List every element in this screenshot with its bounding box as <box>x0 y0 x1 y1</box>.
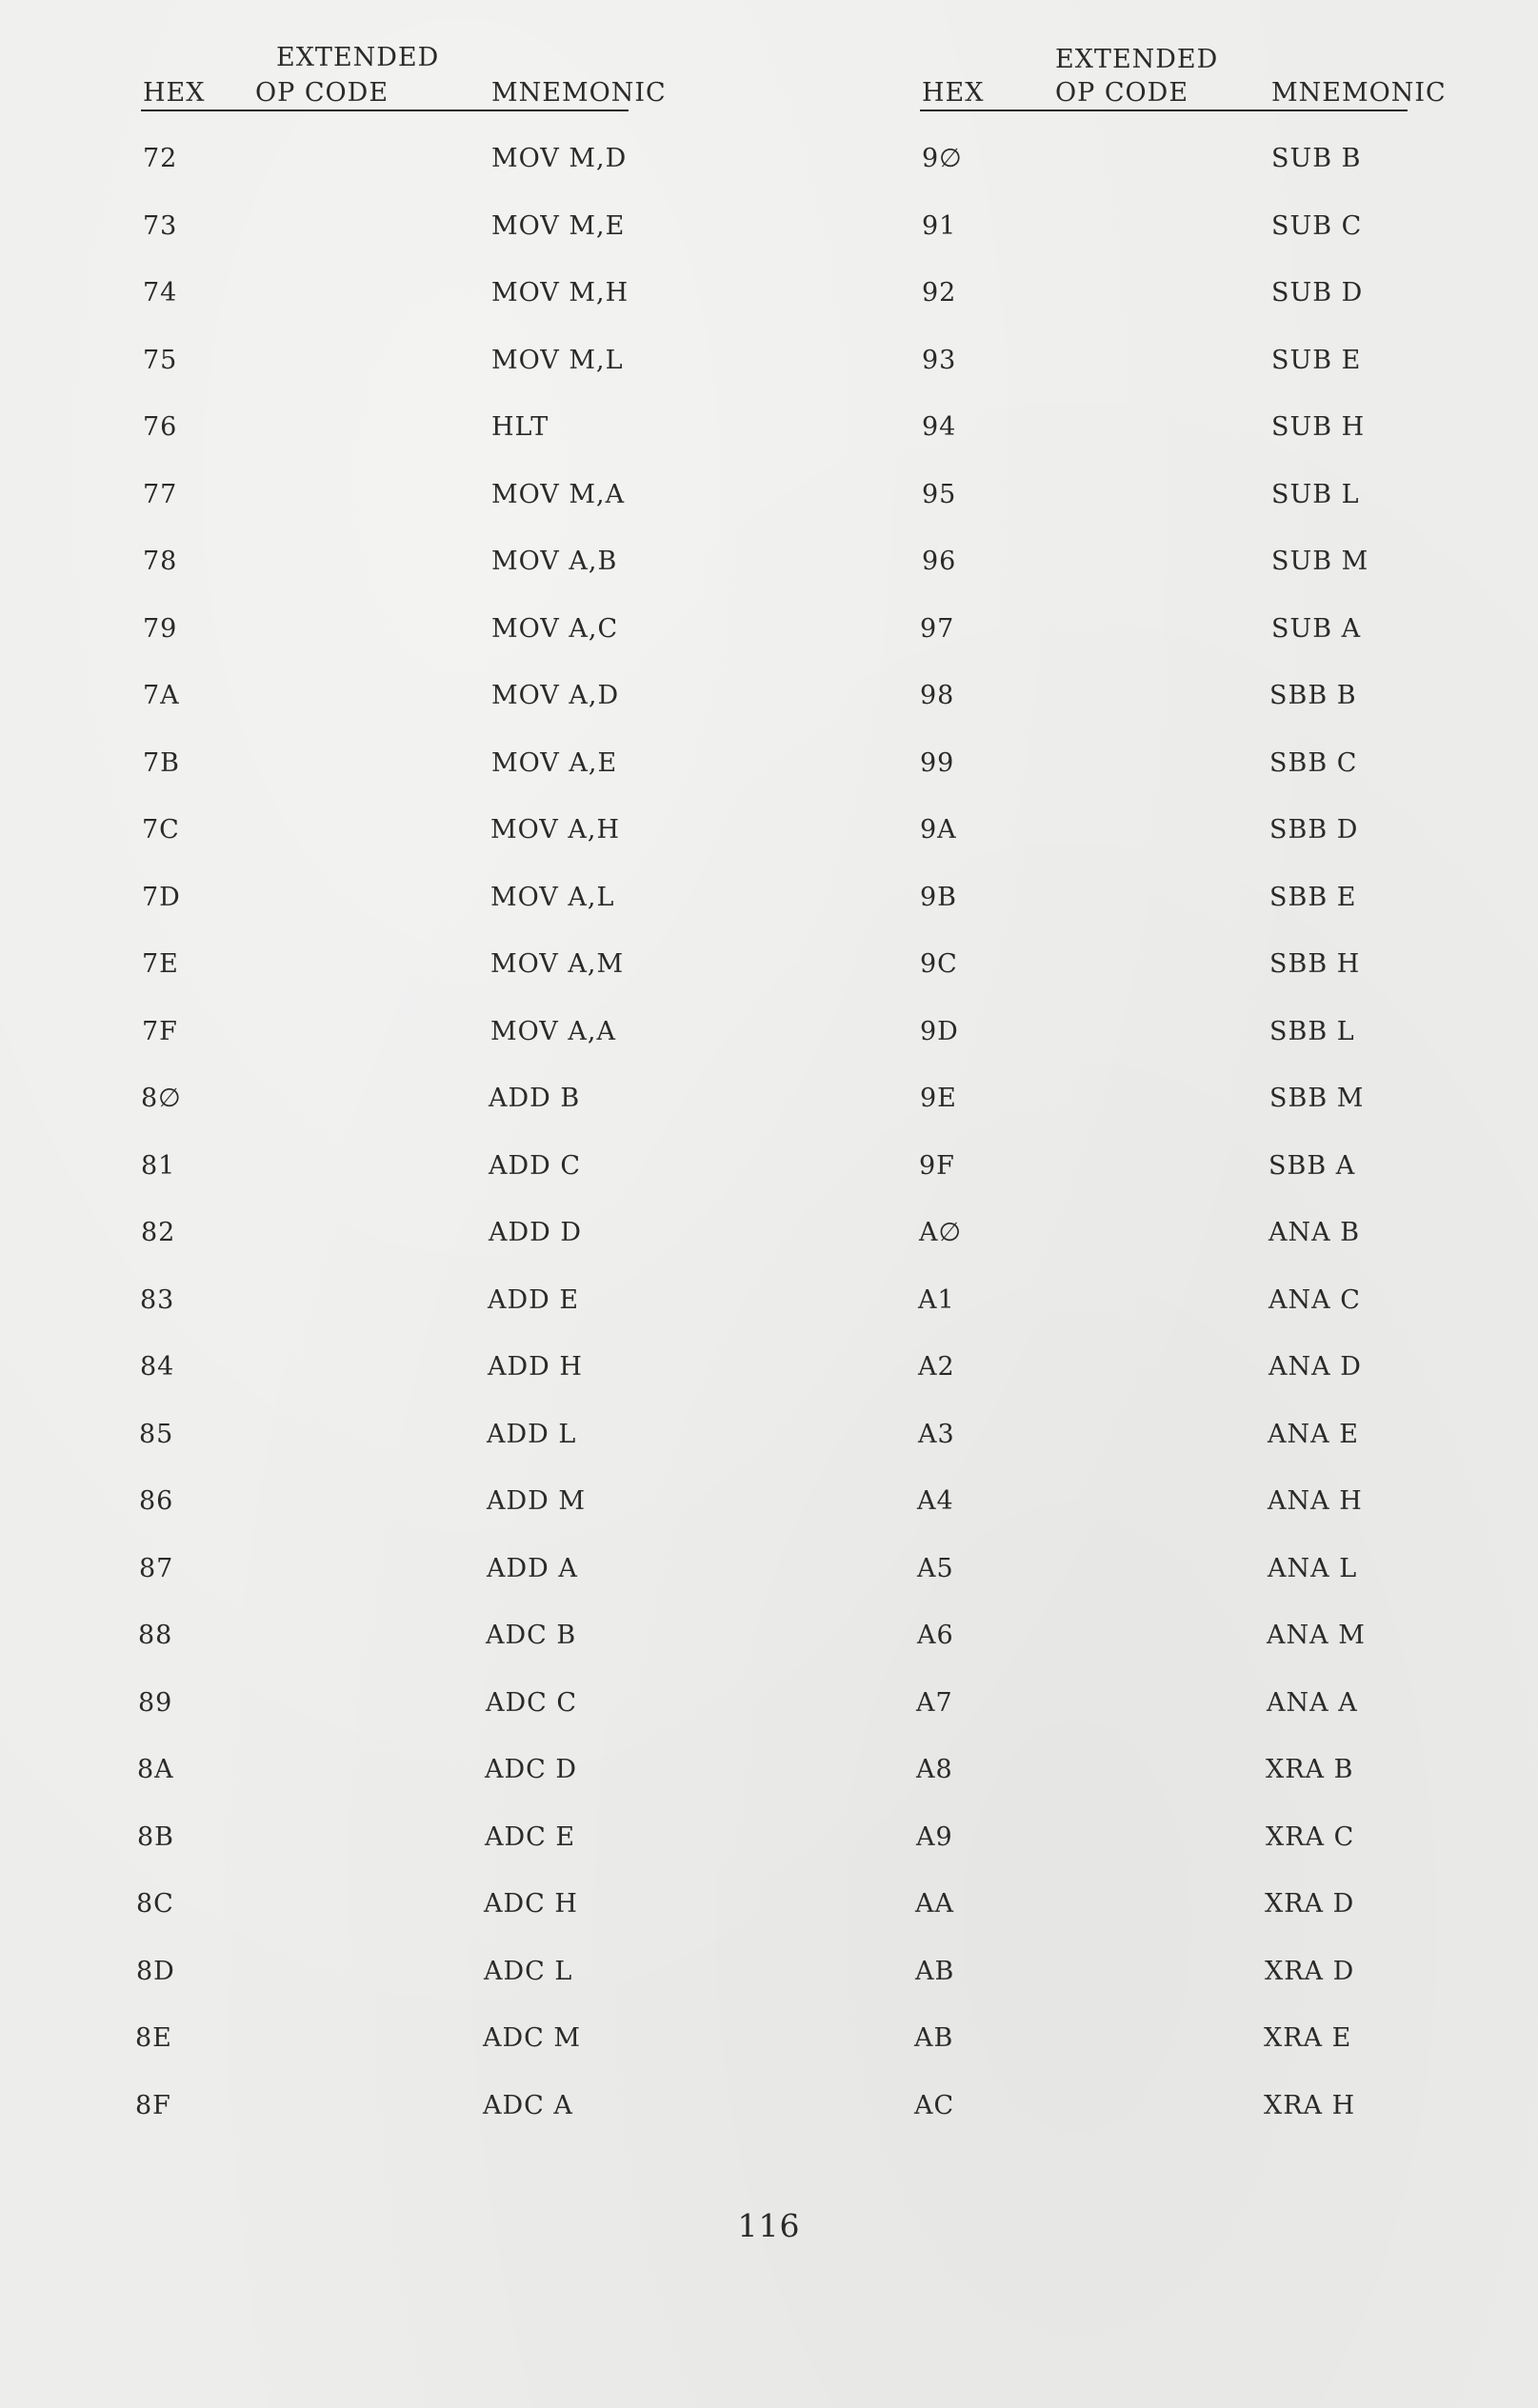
mnemonic-cell: ADD C <box>489 1150 582 1181</box>
hex-cell: 94 <box>922 412 957 442</box>
mnemonic-cell: MOV M,D <box>491 144 628 173</box>
hex-cell: 87 <box>139 1553 174 1583</box>
mnemonic-cell: MOV A,D <box>491 681 620 710</box>
mnemonic-cell: SUB L <box>1271 479 1360 509</box>
left-extended-header-line2: OP CODE <box>255 78 389 108</box>
mnemonic-cell: MOV A,B <box>491 547 618 576</box>
hex-cell: 9D <box>920 1016 959 1046</box>
page-number: 116 <box>737 2207 801 2244</box>
table-row <box>0 414 1538 482</box>
table-row <box>0 548 1538 616</box>
mnemonic-cell: ADC H <box>484 1889 578 1919</box>
hex-cell: 88 <box>138 1621 173 1650</box>
mnemonic-cell: SBB L <box>1269 1016 1355 1046</box>
hex-cell: 95 <box>922 479 957 509</box>
hex-cell: 97 <box>920 613 955 644</box>
hex-cell: A4 <box>917 1486 954 1516</box>
hex-cell: A2 <box>918 1352 955 1382</box>
table-row <box>0 951 1538 1019</box>
hex-cell: 73 <box>143 210 178 241</box>
mnemonic-cell: ADC D <box>485 1755 578 1784</box>
hex-cell: 8B <box>137 1821 175 1852</box>
hex-cell: 8∅ <box>141 1084 182 1113</box>
hex-cell: 84 <box>140 1352 175 1382</box>
table-row <box>0 479 1538 549</box>
mnemonic-cell: ADC A <box>483 2090 573 2120</box>
mnemonic-cell: SUB A <box>1271 613 1362 644</box>
mnemonic-cell: ANA B <box>1268 1218 1361 1247</box>
hex-cell: 8D <box>136 1956 175 1986</box>
mnemonic-cell: ADC L <box>484 1956 573 1986</box>
hex-cell: 93 <box>922 345 957 375</box>
hex-cell: 85 <box>139 1419 174 1449</box>
table-row <box>0 1956 1538 2026</box>
table-row <box>0 1821 1538 1892</box>
mnemonic-cell: ANA H <box>1268 1486 1363 1516</box>
mnemonic-cell: XRA E <box>1264 2023 1352 2053</box>
mnemonic-cell: ANA M <box>1267 1621 1366 1650</box>
hex-cell: 7D <box>142 882 181 912</box>
table-row <box>0 1553 1538 1623</box>
left-hex-header: HEX <box>143 78 206 108</box>
table-row <box>0 1354 1538 1422</box>
table-row <box>0 280 1538 348</box>
mnemonic-cell: ADC B <box>486 1621 577 1650</box>
hex-cell: 83 <box>140 1284 175 1315</box>
mnemonic-cell: SUB B <box>1271 144 1362 173</box>
mnemonic-cell: XRA C <box>1266 1821 1355 1852</box>
table-row <box>0 1757 1538 1824</box>
mnemonic-cell: ADD B <box>489 1084 581 1113</box>
hex-cell: 7B <box>143 747 181 778</box>
mnemonic-cell: ANA L <box>1268 1553 1358 1583</box>
hex-cell: 75 <box>143 345 178 375</box>
mnemonic-cell: ADD M <box>487 1486 587 1516</box>
hex-cell: 9C <box>920 949 958 979</box>
mnemonic-cell: MOV A,M <box>490 949 625 979</box>
mnemonic-cell: XRA H <box>1264 2090 1356 2120</box>
table-row <box>0 1150 1538 1221</box>
mnemonic-cell: ADC M <box>483 2023 582 2053</box>
mnemonic-cell: MOV M,H <box>491 278 629 308</box>
mnemonic-cell: ADD L <box>487 1419 577 1449</box>
right-opcode-table <box>0 146 1538 2159</box>
hex-cell: 7F <box>142 1016 178 1046</box>
hex-cell: 9F <box>919 1150 955 1181</box>
hex-cell: AB <box>914 2023 954 2053</box>
hex-cell: A3 <box>918 1419 955 1449</box>
right-mnemonic-header: MNEMONIC <box>1271 78 1447 108</box>
mnemonic-cell: MOV M,E <box>491 210 626 241</box>
mnemonic-cell: ADD H <box>488 1352 583 1382</box>
table-row <box>0 1016 1538 1086</box>
table-row <box>0 817 1538 885</box>
table-row <box>0 2090 1538 2160</box>
hex-cell: 8C <box>136 1889 174 1919</box>
table-row <box>0 1419 1538 1489</box>
hex-cell: 89 <box>138 1687 173 1718</box>
hex-cell: 8E <box>135 2023 172 2053</box>
mnemonic-cell: MOV M,A <box>491 479 626 509</box>
mnemonic-cell: SBB D <box>1269 815 1359 845</box>
mnemonic-cell: ANA D <box>1268 1352 1362 1382</box>
hex-cell: 78 <box>143 547 178 576</box>
right-header-underline <box>920 109 1408 111</box>
hex-cell: AC <box>914 2090 955 2120</box>
mnemonic-cell: ADC C <box>486 1687 578 1718</box>
table-row <box>0 683 1538 750</box>
hex-cell: 92 <box>922 278 957 308</box>
table-row <box>0 1085 1538 1153</box>
hex-cell: 9A <box>920 815 957 845</box>
mnemonic-cell: SBB E <box>1269 882 1357 912</box>
hex-cell: 76 <box>143 412 178 442</box>
hex-cell: 9E <box>920 1084 957 1113</box>
mnemonic-cell: XRA D <box>1265 1956 1355 1986</box>
mnemonic-cell: XRA D <box>1265 1889 1355 1919</box>
left-header-underline <box>141 109 629 111</box>
hex-cell: A5 <box>917 1553 954 1583</box>
hex-cell: 72 <box>143 144 178 173</box>
hex-cell: AB <box>915 1956 955 1986</box>
hex-cell: A1 <box>918 1284 955 1315</box>
table-row <box>0 210 1538 281</box>
mnemonic-cell: ANA A <box>1267 1687 1358 1718</box>
mnemonic-cell: HLT <box>491 412 549 442</box>
table-row <box>0 747 1538 818</box>
right-extended-header-line2: OP CODE <box>1055 78 1189 108</box>
mnemonic-cell: ANA C <box>1268 1284 1361 1315</box>
left-mnemonic-header: MNEMONIC <box>491 78 667 108</box>
hex-cell: 98 <box>920 681 955 710</box>
mnemonic-cell: MOV A,E <box>491 747 618 778</box>
mnemonic-cell: ANA E <box>1268 1419 1359 1449</box>
mnemonic-cell: ADD D <box>489 1218 583 1247</box>
hex-cell: 91 <box>922 210 957 241</box>
hex-cell: 99 <box>920 747 955 778</box>
left-extended-header-line1: EXTENDED <box>276 43 440 72</box>
hex-cell: 9B <box>920 882 958 912</box>
mnemonic-cell: SUB M <box>1271 547 1369 576</box>
hex-cell: 7E <box>142 949 179 979</box>
table-row <box>0 882 1538 952</box>
hex-cell: 77 <box>143 479 178 509</box>
mnemonic-cell: MOV A,L <box>490 882 615 912</box>
hex-cell: AA <box>915 1889 954 1919</box>
hex-cell: A8 <box>916 1755 953 1784</box>
hex-cell: 9∅ <box>922 144 963 173</box>
mnemonic-cell: MOV A,H <box>490 815 621 845</box>
mnemonic-cell: SBB B <box>1269 681 1357 710</box>
table-row <box>0 1220 1538 1287</box>
table-row <box>0 2025 1538 2093</box>
hex-cell: 74 <box>143 278 178 308</box>
right-extended-header-line1: EXTENDED <box>1055 45 1219 74</box>
hex-cell: A7 <box>916 1687 953 1718</box>
mnemonic-cell: MOV A,C <box>491 613 619 644</box>
hex-cell: 7A <box>143 681 180 710</box>
table-row <box>0 1687 1538 1758</box>
hex-cell: 8F <box>135 2090 171 2120</box>
table-row <box>0 1488 1538 1556</box>
mnemonic-cell: SUB C <box>1271 210 1363 241</box>
mnemonic-cell: SUB H <box>1271 412 1366 442</box>
mnemonic-cell: ADC E <box>485 1821 576 1852</box>
hex-cell: 81 <box>141 1150 176 1181</box>
mnemonic-cell: SUB E <box>1271 345 1362 375</box>
mnemonic-cell: SBB H <box>1269 949 1361 979</box>
hex-cell: A∅ <box>919 1218 963 1247</box>
table-row <box>0 1891 1538 1959</box>
mnemonic-cell: MOV A,A <box>490 1016 616 1046</box>
hex-cell: A9 <box>916 1821 953 1852</box>
hex-cell: 8A <box>137 1755 174 1784</box>
right-hex-header: HEX <box>922 78 985 108</box>
mnemonic-cell: SBB M <box>1269 1084 1365 1113</box>
hex-cell: 96 <box>922 547 957 576</box>
mnemonic-cell: XRA B <box>1266 1755 1354 1784</box>
hex-cell: 7C <box>142 815 180 845</box>
table-row <box>0 345 1538 415</box>
mnemonic-cell: SBB C <box>1269 747 1358 778</box>
table-row <box>0 1622 1538 1690</box>
mnemonic-cell: ADD A <box>487 1553 578 1583</box>
hex-cell: 79 <box>143 613 178 644</box>
table-row <box>0 1284 1538 1355</box>
mnemonic-cell: SBB A <box>1268 1150 1356 1181</box>
hex-cell: 82 <box>141 1218 176 1247</box>
hex-cell: A6 <box>917 1621 954 1650</box>
mnemonic-cell: MOV M,L <box>491 345 624 375</box>
table-row <box>0 613 1538 684</box>
mnemonic-cell: SUB D <box>1271 278 1364 308</box>
mnemonic-cell: ADD E <box>488 1284 580 1315</box>
table-row <box>0 146 1538 213</box>
hex-cell: 86 <box>139 1486 174 1516</box>
